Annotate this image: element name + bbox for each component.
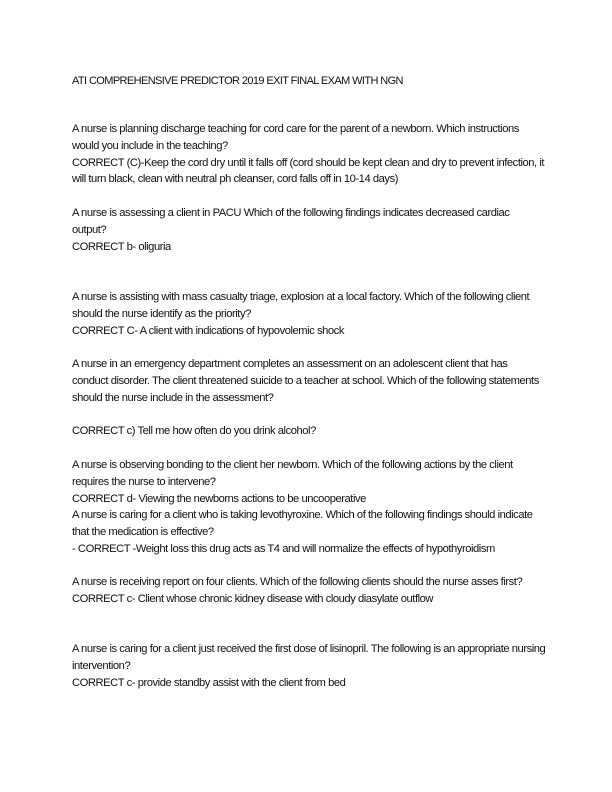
qa-item-5 <box>72 457 546 507</box>
qa-item-1 <box>72 121 546 188</box>
qa-item-4 <box>72 356 546 406</box>
answer-text: CORRECT (C)-Keep the cord dry until it falls off (cord should be kept clean and dry to prevent infection, it will turn black, clean with neutral ph cleanser, cord falls off in 10-14 days) <box>72 156 545 186</box>
answer-text: CORRECT c) Tell me how often do you drink alcohol? <box>72 425 316 437</box>
qa-item-6 <box>72 507 546 557</box>
document-title: ATI COMPREHENSIVE PREDICTOR 2019 EXIT FINAL EXAM WITH NGN <box>72 75 403 87</box>
question-text: A nurse is assessing a client in PACU Which of the following findings indicates decreased cardiac output? <box>72 207 510 236</box>
answer-text: CORRECT d- Viewing the newborns actions to be uncooperative <box>72 492 366 505</box>
qa-item-4-answer <box>72 423 546 440</box>
question-text: A nurse is caring for a client just received the first dose of lisinopril. The following is an appropriate nursing intervention? <box>72 643 546 672</box>
answer-text: CORRECT c- Client whose chronic kidney disease with cloudy diasylate outflow <box>72 592 434 605</box>
question-text: A nurse in an emergency department completes an assessment on an adolescent client that has conduct disorder. The client threatened suicide to a teacher at school. Which of the following statements should the nurse include in the assessment? <box>72 358 539 404</box>
question-text: A nurse is caring for a client who is taking levothyroxine. Which of the following findings should indicate that the medication is effective? <box>72 509 533 538</box>
question-text: A nurse is planning discharge teaching for cord care for the parent of a newborn. Which instructions would you include in the teaching? <box>72 123 519 152</box>
question-text: A nurse is receiving report on four clients. Which of the following clients should the nurse asses first? <box>72 576 523 588</box>
qa-item-3 <box>72 289 546 339</box>
question-text: A nurse is assisting with mass casualty triage, explosion at a local factory. Which of the following client should the nurse identify as the priority? <box>72 291 530 320</box>
answer-text: CORRECT C- A client with indications of hypovolemic shock <box>72 324 344 337</box>
answer-text: - CORRECT -Weight loss this drug acts as T4 and will normalize the effects of hypothyroidism <box>72 542 495 555</box>
qa-item-8 <box>72 641 546 691</box>
question-text: A nurse is observing bonding to the client her newborn. Which of the following actions by the client requires the nurse to intervene? <box>72 459 513 488</box>
qa-item-7 <box>72 574 546 608</box>
answer-text: CORRECT c- provide standby assist with the client from bed <box>72 676 346 689</box>
qa-item-2 <box>72 205 546 255</box>
answer-text: CORRECT b- oliguria <box>72 240 171 253</box>
